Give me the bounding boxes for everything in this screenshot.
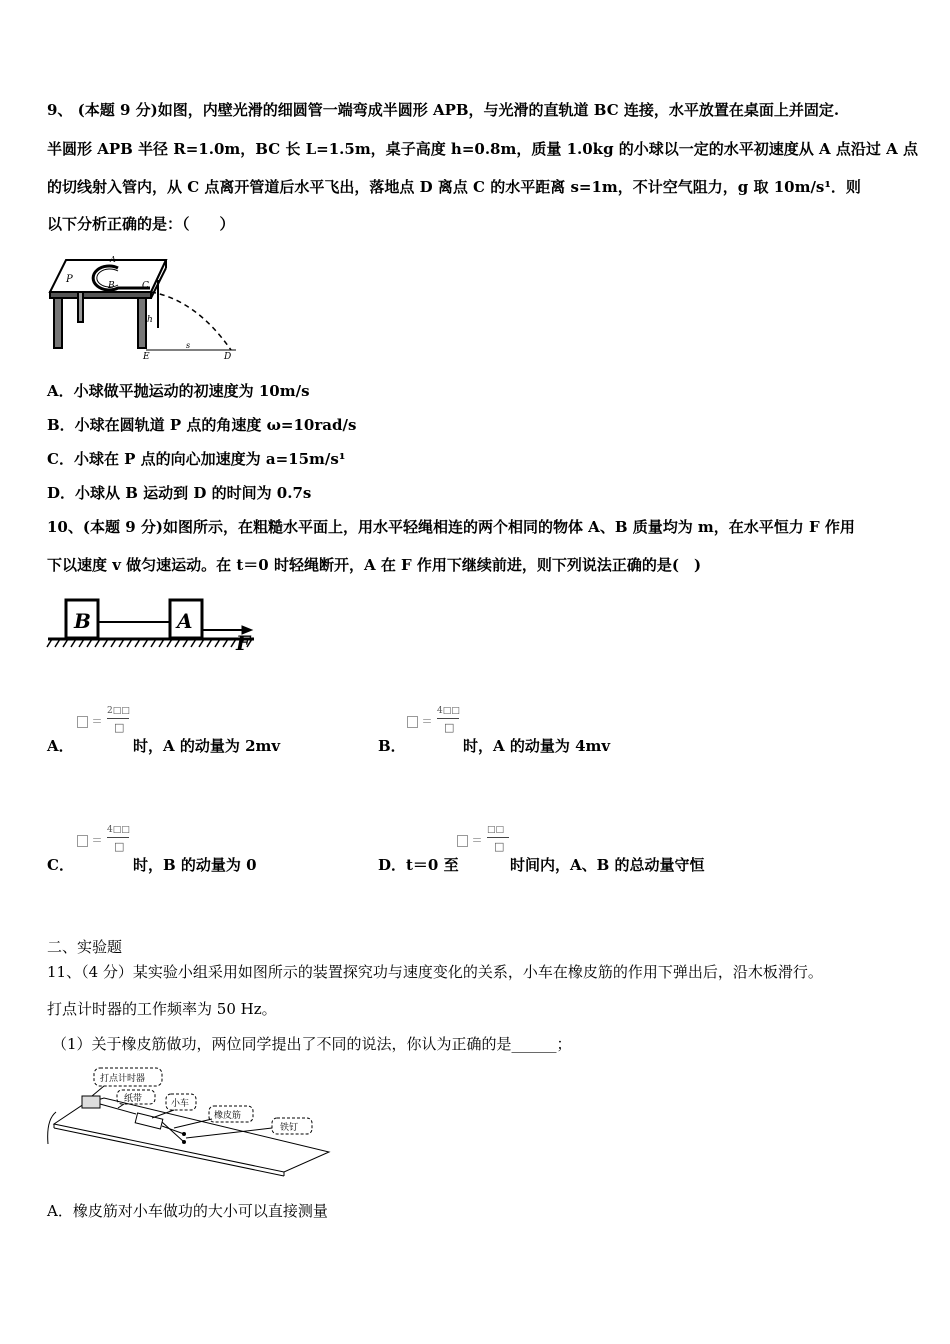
fig-label-block-A: A xyxy=(177,609,193,633)
q9-line-3: 的切线射入管内，从 C 点离开管道后水平飞出，落地点 D 离点 C 的水平距离 s=1m，不计空气阻力，g 取 10m/s¹．则 xyxy=(47,178,861,196)
formula-denominator: □ xyxy=(444,721,455,734)
formula-denominator: □ xyxy=(114,721,125,734)
q11-line-2: 打点计时器的工作频率为 50 Hz。 xyxy=(47,1000,277,1018)
fig-label-h: h xyxy=(147,315,153,325)
fig-label-s: s xyxy=(186,341,191,350)
formula-equals: ＝ xyxy=(91,834,103,847)
q10-option-a-formula xyxy=(77,706,130,734)
formula-equals: ＝ xyxy=(91,715,103,728)
q10-line-2: 下以速度 v 做匀速运动。在 t＝0 时轻绳断开，A 在 F 作用下继续前进，则下列说法正确的是( ) xyxy=(47,556,702,574)
q10-option-c-formula xyxy=(77,825,130,853)
q10-option-c-text: 时，B 的动量为 0 xyxy=(133,856,257,874)
fig-label-block-B: B xyxy=(74,609,91,633)
q11-line-3: （1）关于橡皮筋做功，两位同学提出了不同的说法，你认为正确的是______； xyxy=(52,1035,572,1053)
fraction-bar xyxy=(107,718,129,719)
fig-label-E: E xyxy=(143,352,150,362)
q10-option-d-formula xyxy=(457,825,505,853)
q10-option-a-letter: A． xyxy=(47,737,74,755)
q10-option-c-letter: C． xyxy=(47,856,74,874)
fig-label-timer: 打点计时器 xyxy=(100,1074,146,1084)
formula-equals: ＝ xyxy=(471,834,483,847)
q11-apparatus-figure xyxy=(44,1064,334,1179)
formula-numerator: 4□□ xyxy=(437,706,460,716)
placeholder-glyph-icon xyxy=(407,716,418,728)
formula-equals: ＝ xyxy=(421,715,433,728)
q10-line-1: 10、(本题 9 分)如图所示，在粗糙水平面上，用水平轻绳相连的两个相同的物体 A、B 质量均为 m，在水平恒力 F 作用 xyxy=(47,518,855,536)
fig-label-C: C xyxy=(142,281,149,291)
fig-label-nail: 铁钉 xyxy=(280,1123,299,1133)
fraction-bar xyxy=(487,837,509,838)
fraction-bar xyxy=(437,718,459,719)
q9-option-d: D．小球从 B 运动到 D 的时间为 0.7s xyxy=(47,484,312,502)
placeholder-glyph-icon xyxy=(457,835,468,847)
formula-denominator: □ xyxy=(494,840,505,853)
formula-numerator: □□ xyxy=(487,825,505,835)
q11-line-1: 11、（4 分）某实验小组采用如图所示的装置探究功与速度变化的关系，小车在橡皮筋的作用下弹出后，沿木板滑行。 xyxy=(47,963,823,981)
q11-option-a: A．橡皮筋对小车做功的大小可以直接测量 xyxy=(47,1202,328,1220)
q9-option-a: A．小球做平抛运动的初速度为 10m/s xyxy=(47,382,310,400)
fig-label-D: D xyxy=(224,352,232,362)
q9-table-figure xyxy=(46,250,246,362)
q9-option-b: B．小球在圆轨道 P 点的角速度 ω=10rad/s xyxy=(47,416,357,434)
section-title: 二、实验题 xyxy=(47,938,123,956)
fig-label-B: B xyxy=(108,281,115,291)
q9-line-2: 半圆形 APB 半径 R=1.0m，BC 长 L=1.5m，桌子高度 h=0.8m，质量 1.0kg 的小球以一定的水平初速度从 A 点沿过 A 点 xyxy=(47,140,918,158)
fig-label-P: P xyxy=(66,274,73,285)
formula-numerator: 4□□ xyxy=(107,825,130,835)
fig-label-rubber-band: 橡皮筋 xyxy=(214,1111,242,1121)
placeholder-glyph-icon xyxy=(77,716,88,728)
fig-label-tape: 纸带 xyxy=(124,1094,143,1104)
q10-option-d-text: 时间内，A、B 的总动量守恒 xyxy=(510,856,705,874)
q10-option-d-letter: D．t＝0 至 xyxy=(378,856,459,874)
fraction-bar xyxy=(107,837,129,838)
q9-line-4: 以下分析正确的是：（ ） xyxy=(47,215,235,233)
q10-blocks-figure xyxy=(46,592,261,654)
formula-numerator: 2□□ xyxy=(107,706,130,716)
fig-label-force-F: F xyxy=(236,631,251,654)
q9-option-c: C．小球在 P 点的向心加速度为 a=15m/s¹ xyxy=(47,450,346,468)
q10-option-a-text: 时，A 的动量为 2mv xyxy=(133,737,281,755)
fig-label-A: A xyxy=(110,255,116,264)
fig-label-cart: 小车 xyxy=(171,1099,190,1109)
formula-denominator: □ xyxy=(114,840,125,853)
q10-option-b-text: 时，A 的动量为 4mv xyxy=(463,737,611,755)
placeholder-glyph-icon xyxy=(77,835,88,847)
q10-option-b-letter: B． xyxy=(378,737,406,755)
q10-option-b-formula xyxy=(407,706,460,734)
q9-line-1: 9、 (本题 9 分)如图，内壁光滑的细圆管一端弯成半圆形 APB，与光滑的直轨道 BC 连接，水平放置在桌面上并固定. xyxy=(47,101,840,119)
